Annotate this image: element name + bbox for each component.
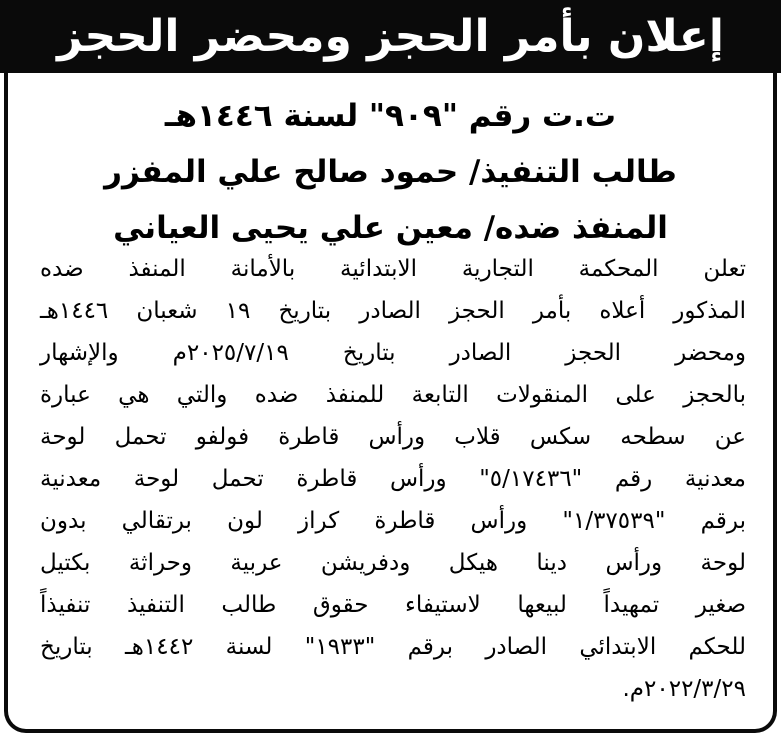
body-line-3: ومحضر الحجز الصادر بتاريخ ٢٠٢٥/٧/١٩م والإشهار: [40, 340, 746, 366]
body-line-11: ٢٠٢٢/٣/٢٩م.: [622, 676, 746, 702]
body-line-4: بالحجز على المنقولات التابعة للمنفذ ضده والتي هي عبارة: [40, 382, 746, 408]
body-line-6: معدنية رقم "٥/١٧٤٣٦" ورأس قاطرة تحمل لوحة معدنية: [40, 466, 746, 492]
body-line-7: برقم "١/٣٧٥٣٩" ورأس قاطرة كراز لون برتقالي بدون: [40, 508, 746, 534]
body-line-5: عن سطحه سكس قلاب ورأس قاطرة فولفو تحمل لوحة: [40, 424, 746, 450]
respondent-line: المنفذ ضده/ معين علي يحيى العياني: [113, 210, 668, 246]
body-line-8: لوحة ورأس دينا هيكل ودفريشن عربية وحراثة بكتيل: [40, 550, 746, 576]
body-line-9: صغير تمهيداً لبيعها لاستيفاء حقوق طالب التنفيذ تنفيذاً: [40, 592, 746, 618]
notice-title: إعلان بأمر الحجز ومحضر الحجز: [57, 10, 724, 62]
body-line-2: المذكور أعلاه بأمر الحجز الصادر بتاريخ ١٩ شعبان ١٤٤٦هـ: [40, 298, 746, 324]
body-line-1: تعلن المحكمة التجارية الابتدائية بالأمانة المنفذ ضده: [40, 256, 746, 282]
body-line-10: للحكم الابتدائي الصادر برقم "١٩٣٣" لسنة ١٤٤٢هـ بتاريخ: [40, 634, 747, 660]
notice-header-bar: [0, 0, 781, 73]
applicant-line: طالب التنفيذ/ حمود صالح علي المفزر: [104, 154, 677, 190]
case-number-line: ت.ت رقم "٩٠٩" لسنة ١٤٤٦هـ: [164, 98, 617, 134]
